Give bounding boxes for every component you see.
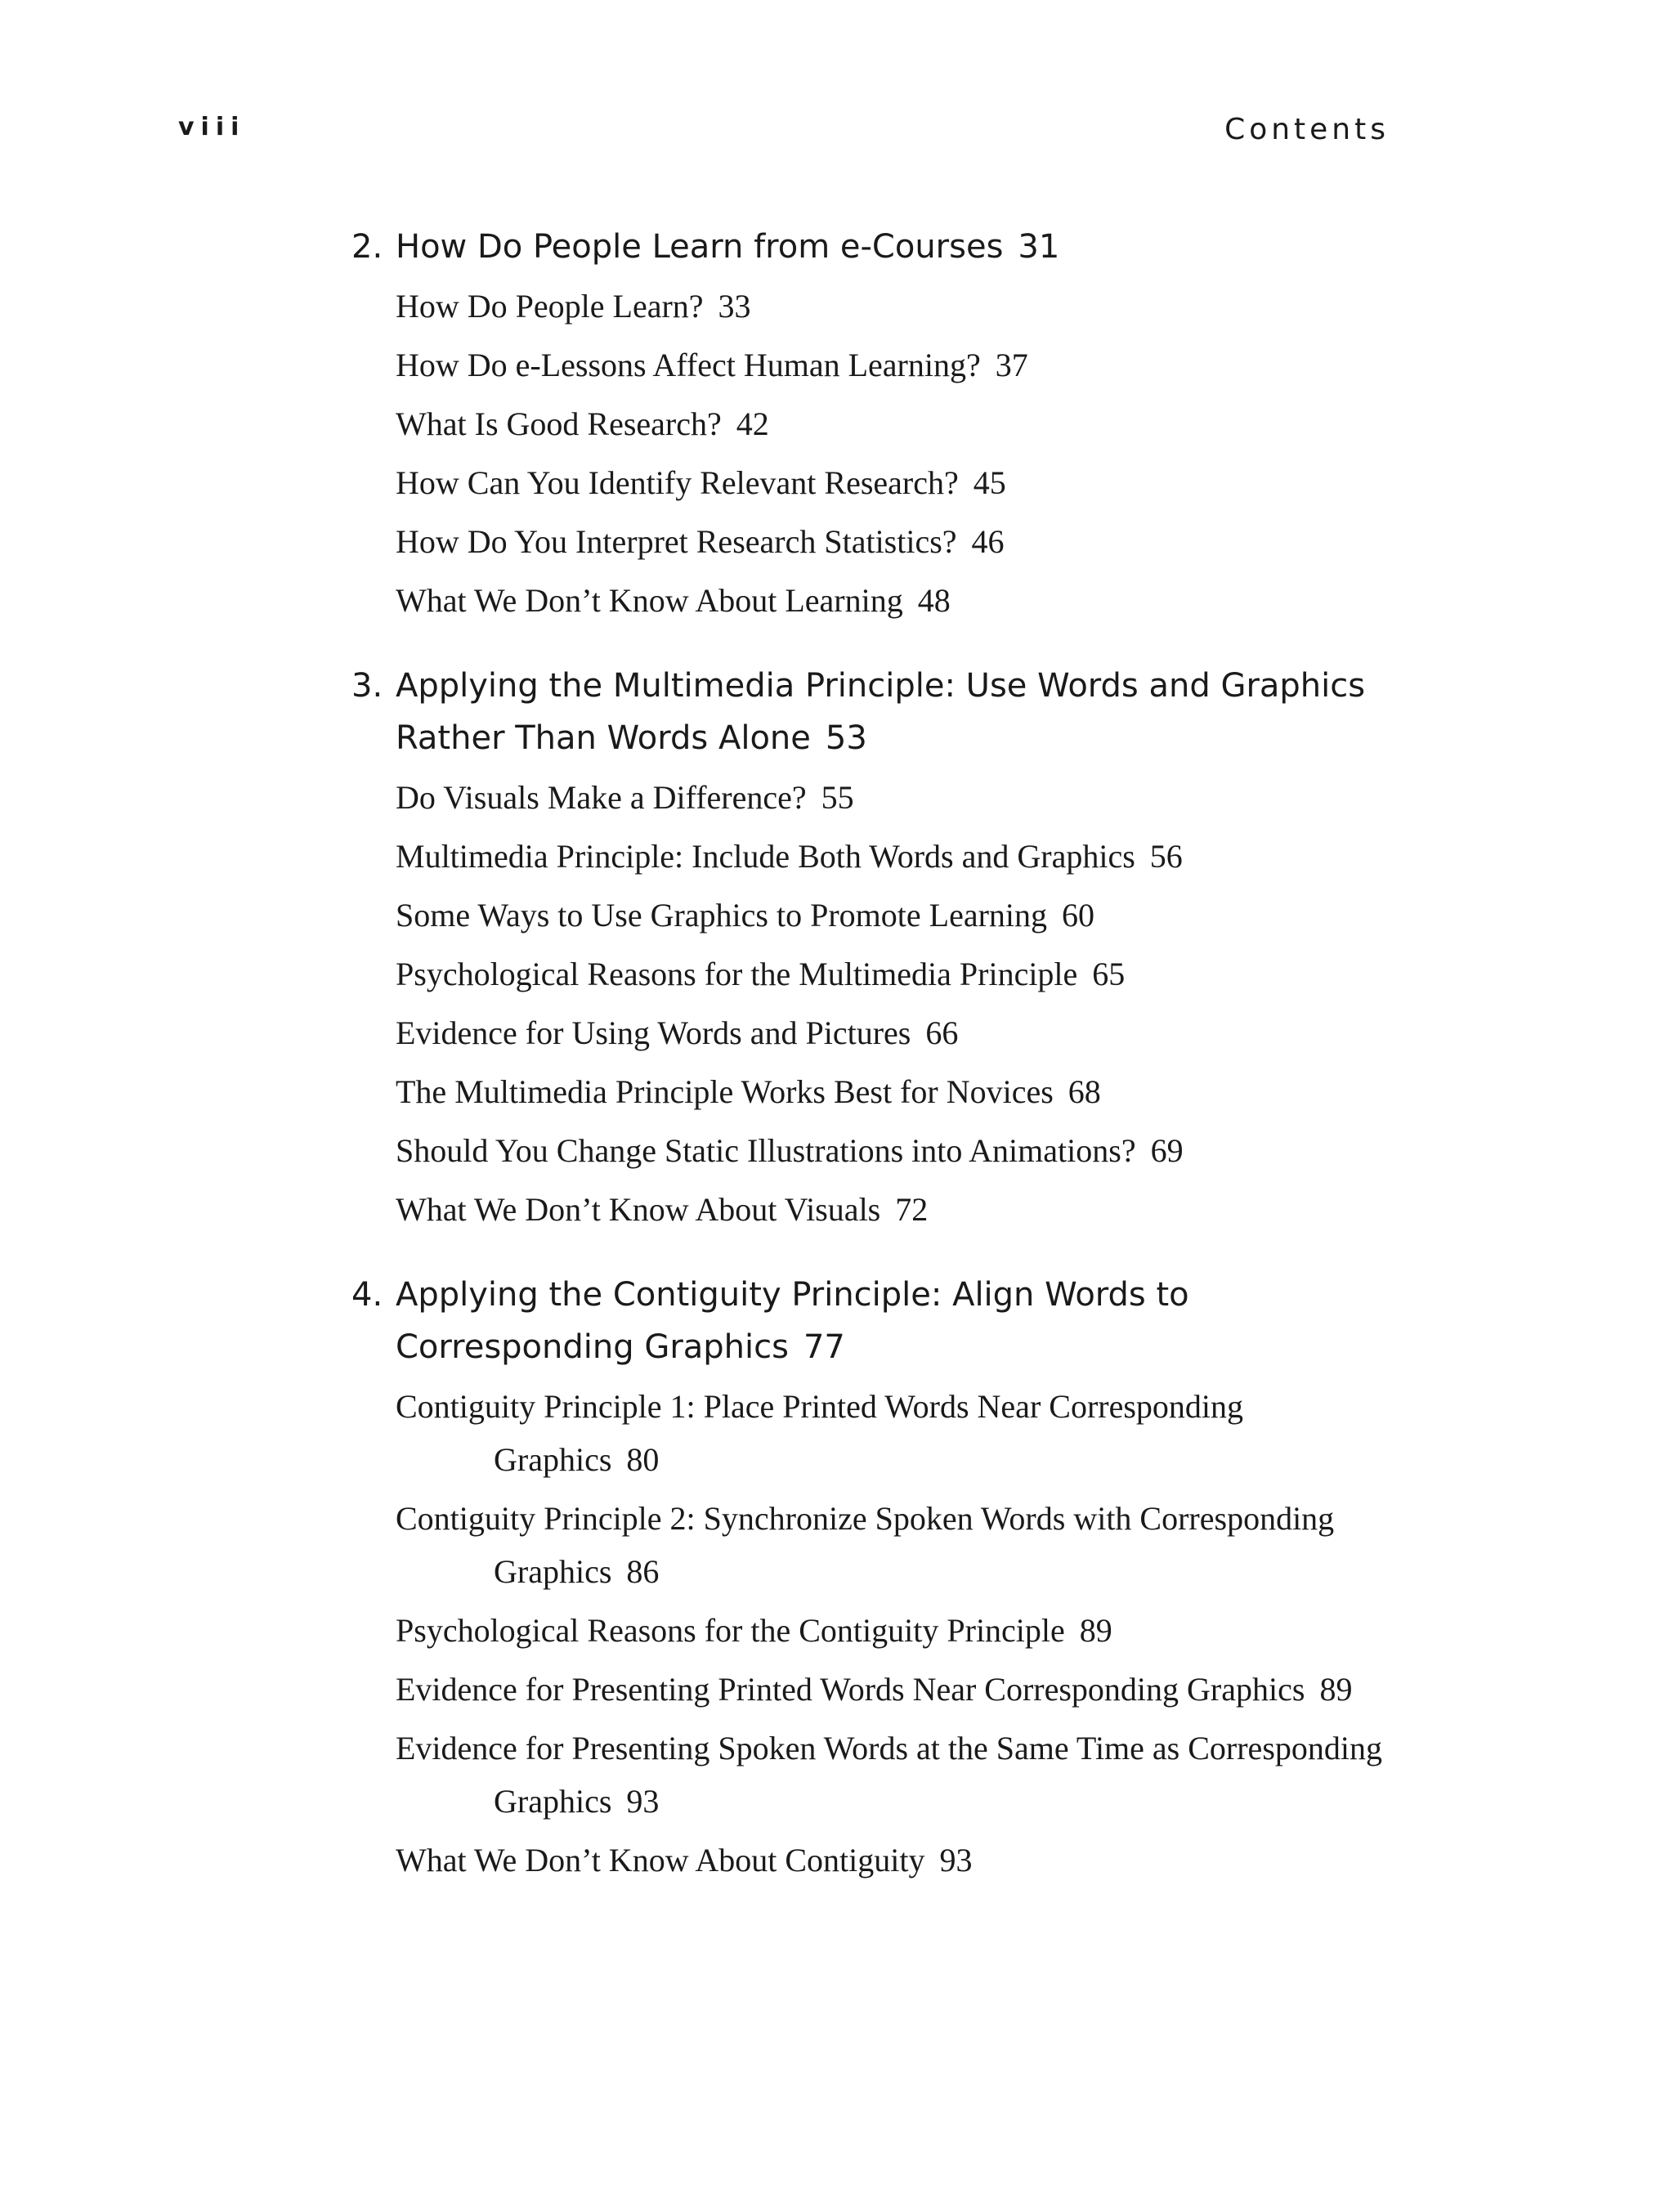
section-entry: Evidence for Using Words and Pictures 66	[396, 1014, 959, 1051]
chapter-page: 31	[1018, 228, 1060, 266]
section-entry: Do Visuals Make a Difference? 55	[396, 779, 854, 816]
chapter-number: 3.	[351, 667, 383, 705]
section-entry: What We Don’t Know About Learning 48	[396, 582, 951, 619]
section-list	[396, 1380, 1406, 1887]
section-page: 66	[925, 1014, 959, 1051]
section-entry: The Multimedia Principle Works Best for Novices 68	[396, 1073, 1101, 1110]
section-page: 33	[718, 288, 751, 325]
section-page: 93	[626, 1783, 660, 1820]
running-title: Contents	[1224, 113, 1390, 146]
chapter-4	[351, 1269, 1406, 1887]
chapter-heading	[351, 221, 1406, 273]
section-entry: How Can You Identify Relevant Research? 45	[396, 464, 1006, 501]
section-list	[396, 280, 1406, 627]
section-page: 69	[1150, 1132, 1184, 1169]
chapter-title: Applying the Multimedia Principle: Use Words and Graphics Rather Than Words Alone 53	[396, 667, 1366, 757]
section-entry: Contiguity Principle 1: Place Printed Words Near Corresponding Graphics 80	[396, 1388, 1244, 1478]
section-entry: Evidence for Presenting Printed Words Near Corresponding Graphics 89	[396, 1671, 1353, 1708]
section-entry: What Is Good Research? 42	[396, 405, 769, 442]
section-page: 56	[1149, 838, 1183, 875]
section-page: 89	[1079, 1612, 1112, 1649]
section-entry: What We Don’t Know About Visuals 72	[396, 1191, 929, 1228]
table-of-contents	[351, 221, 1406, 1919]
chapter-number: 2.	[351, 228, 383, 266]
section-page: 37	[995, 347, 1028, 383]
section-page: 48	[917, 582, 951, 619]
chapter-heading	[351, 1269, 1406, 1373]
chapter-number: 4.	[351, 1276, 383, 1314]
section-entry: Psychological Reasons for the Contiguity Principle 89	[396, 1612, 1112, 1649]
section-entry: How Do e-Lessons Affect Human Learning? 37	[396, 347, 1028, 383]
section-page: 55	[821, 779, 854, 816]
section-page: 80	[626, 1441, 660, 1478]
section-entry: How Do You Interpret Research Statistics? 46	[396, 523, 1005, 560]
section-page: 89	[1319, 1671, 1353, 1708]
section-page: 72	[895, 1191, 929, 1228]
chapter-page: 77	[803, 1328, 845, 1366]
section-entry: Evidence for Presenting Spoken Words at the Same Time as Corresponding Graphics 93	[396, 1730, 1382, 1820]
chapter-title: How Do People Learn from e-Courses 31	[396, 228, 1060, 266]
section-entry: Psychological Reasons for the Multimedia Principle 65	[396, 956, 1126, 992]
section-entry: What We Don’t Know About Contiguity 93	[396, 1842, 973, 1878]
section-page: 45	[973, 464, 1006, 501]
section-entry: Should You Change Static Illustrations into Animations? 69	[396, 1132, 1184, 1169]
section-page: 86	[626, 1553, 660, 1590]
chapter-title: Applying the Contiguity Principle: Align Words to Corresponding Graphics 77	[396, 1276, 1189, 1366]
running-head	[0, 113, 1674, 154]
page-number: viii	[178, 113, 246, 141]
section-page: 65	[1092, 956, 1126, 992]
section-entry: Contiguity Principle 2: Synchronize Spoken Words with Corresponding Graphics 86	[396, 1500, 1335, 1590]
section-entry: Multimedia Principle: Include Both Words and Graphics 56	[396, 838, 1183, 875]
chapter-3	[351, 660, 1406, 1236]
section-page: 68	[1068, 1073, 1101, 1110]
section-entry: Some Ways to Use Graphics to Promote Learning 60	[396, 897, 1095, 934]
section-page: 60	[1062, 897, 1095, 934]
chapter-page: 53	[825, 719, 867, 757]
section-page: 46	[971, 523, 1005, 560]
section-page: 93	[939, 1842, 973, 1878]
chapter-2	[351, 221, 1406, 627]
section-list	[396, 771, 1406, 1236]
chapter-heading	[351, 660, 1406, 764]
section-entry: How Do People Learn? 33	[396, 288, 751, 325]
section-page: 42	[736, 405, 769, 442]
